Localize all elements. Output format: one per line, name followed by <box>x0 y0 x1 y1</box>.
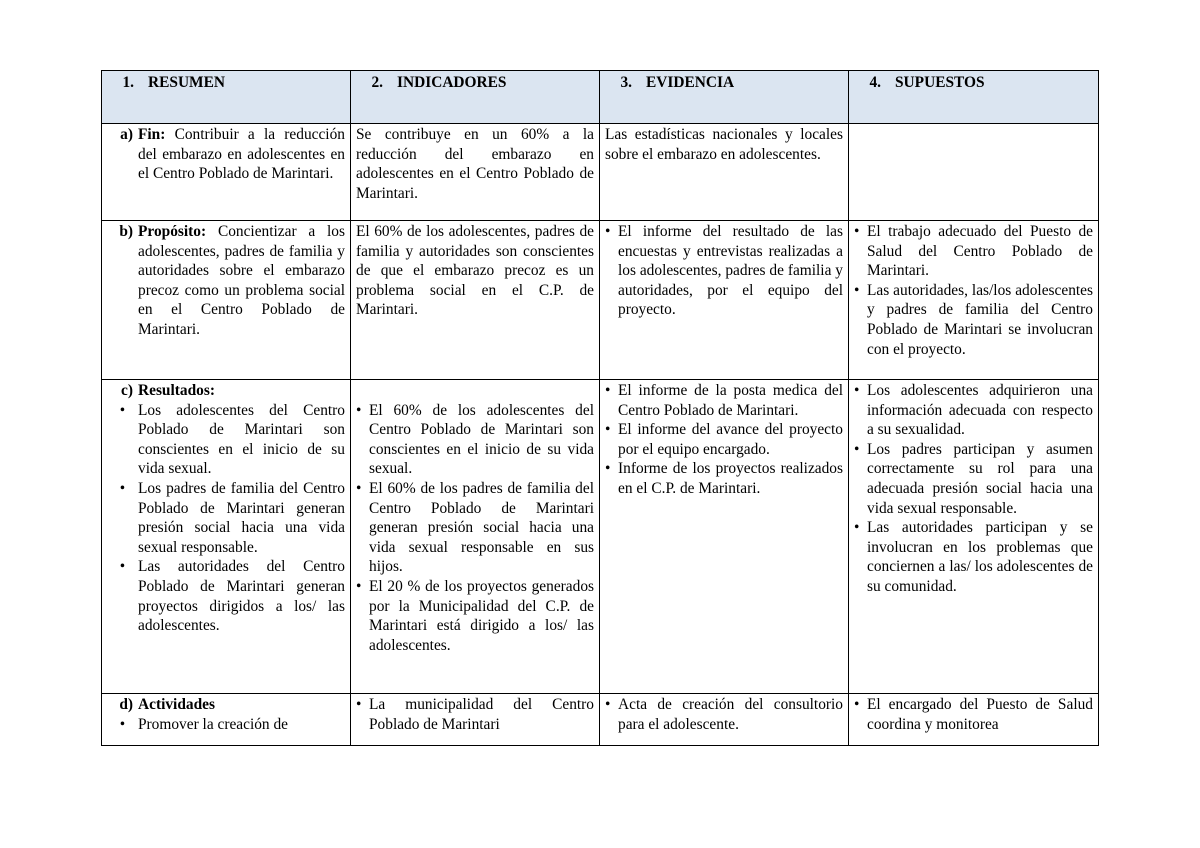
section-letter: a) <box>120 126 133 143</box>
bullet-icon: • <box>605 382 611 399</box>
cell-supuesto-fin <box>849 124 1099 221</box>
cell-resumen-fin <box>102 124 351 221</box>
cell-indicador-proposito: El 60% de los adolescentes, padres de familia y autoridades son conscientes de que el embarazo precoz es un problema social en el C.P. de Marintari. <box>351 221 600 380</box>
list-item: • El informe del resultado de las encuestas y entrevistas realizadas a los adolescentes, padres de familia y autoridades, por el equipo del proyecto. <box>605 223 843 319</box>
section-text: Contribuir a la reducción del embarazo en adolescentes en el Centro Poblado de Marintari. <box>138 126 345 183</box>
list-item: • Promover la creación de <box>107 715 345 735</box>
bullet-icon: • <box>119 479 126 497</box>
section-letter: d) <box>119 696 133 713</box>
cell-evidencia-fin: Las estadísticas nacionales y locales sobre el embarazo en adolescentes. <box>600 124 849 221</box>
cell-supuesto-resultados <box>849 380 1099 694</box>
bullet-icon: • <box>356 479 362 497</box>
list-item: • Los padres de familia del Centro Poblado de Marintari generan presión social hacia una vida sexual responsable. <box>107 479 345 557</box>
bullet-icon: • <box>854 223 860 240</box>
bullet-icon: • <box>854 519 860 537</box>
list-item: • Informe de los proyectos realizados en el C.P. de Marintari. <box>605 460 843 497</box>
cell-indicador-resultados <box>351 380 600 694</box>
logical-framework-table <box>101 70 1099 746</box>
list-item: • El 20 % de los proyectos generados por la Municipalidad del C.P. de Marintari está dirigido a los/ las adolescentes. <box>356 577 594 654</box>
bullet-icon: • <box>854 281 860 299</box>
table-row-actividades <box>102 694 1099 746</box>
bullet-icon: • <box>356 696 362 713</box>
cell-evidencia-actividades <box>600 694 849 746</box>
section-label: Resultados: <box>138 382 215 399</box>
cell-supuesto-actividades <box>849 694 1099 746</box>
bullet-icon: • <box>854 696 860 713</box>
list-item: • El 60% de los padres de familia del Centro Poblado de Marintari generan presión social hacia una vida sexual responsable en sus hijos. <box>356 479 594 576</box>
list-item: • El trabajo adecuado del Puesto de Salud del Centro Poblado de Marintari. <box>854 223 1093 280</box>
header-title: SUPUESTOS <box>895 74 985 91</box>
bullet-icon: • <box>605 696 611 713</box>
list-item: • Los padres participan y asumen correctamente su rol para una adecuada presión social hacia una vida sexual responsable. <box>854 440 1093 517</box>
table-row-fin <box>102 124 1099 221</box>
bullet-icon: • <box>356 401 362 419</box>
list-item: • Las autoridades participan y se involucran en los problemas que conciernen a las/ los adolescentes de su comunidad. <box>854 519 1093 595</box>
list-item: • Las autoridades, las/los adolescentes y padres de familia del Centro Poblado de Marintari se involucran con el proyecto. <box>854 281 1093 358</box>
bullet-icon: • <box>119 401 126 419</box>
cell-resumen-actividades <box>102 694 351 746</box>
list-item: • El 60% de los adolescentes del Centro Poblado de Marintari son conscientes en el inicio de su vida sexual. <box>356 401 594 478</box>
header-cell-resumen: 1. RESUMEN <box>102 71 351 124</box>
list-item: • El encargado del Puesto de Salud coordina y monitorea <box>854 696 1093 733</box>
cell-evidencia-proposito <box>600 221 849 380</box>
header-title: INDICADORES <box>397 74 507 91</box>
bullet-icon: • <box>854 382 860 399</box>
list-item: • Los adolescentes del Centro Poblado de Marintari son conscientes en el inicio de su vida sexual. <box>107 401 345 479</box>
header-title: EVIDENCIA <box>646 74 735 91</box>
list-item: • Las autoridades del Centro Poblado de Marintari generan proyectos dirigidos a los/ las adolescentes. <box>107 557 345 635</box>
section-text: Concientizar a los adolescentes, padres de familia y autoridades sobre el embarazo precoz como un problema social en el Centro Poblado de Marintari. <box>138 223 345 338</box>
section-label: Propósito: <box>138 223 207 240</box>
section-letter: c) <box>121 382 133 399</box>
list-item: • El informe de la posta medica del Centro Poblado de Marintari. <box>605 382 843 419</box>
table-row-proposito <box>102 221 1099 380</box>
table-row-resultados <box>102 380 1099 694</box>
section-label: Actividades <box>138 696 215 713</box>
header-title: RESUMEN <box>148 74 225 91</box>
list-item: • El informe del avance del proyecto por el equipo encargado. <box>605 421 843 458</box>
bullet-icon: • <box>605 460 611 478</box>
bullet-icon: • <box>356 577 362 595</box>
list-item: • Acta de creación del consultorio para el adolescente. <box>605 696 843 733</box>
cell-indicador-actividades <box>351 694 600 746</box>
header-cell-supuestos: 4. SUPUESTOS <box>849 71 1099 124</box>
cell-evidencia-resultados <box>600 380 849 694</box>
bullet-icon: • <box>119 558 126 576</box>
header-cell-evidencia: 3. EVIDENCIA <box>600 71 849 124</box>
bullet-icon: • <box>854 440 860 458</box>
list-item: • La municipalidad del Centro Poblado de Marintari <box>356 696 594 733</box>
bullet-icon: • <box>605 223 611 240</box>
bullet-icon: • <box>605 421 611 439</box>
cell-resumen-proposito <box>102 221 351 380</box>
section-label: Fin: <box>138 126 166 143</box>
list-item: • Los adolescentes adquirieron una información adecuada con respecto a su sexualidad. <box>854 382 1093 439</box>
cell-supuesto-proposito <box>849 221 1099 380</box>
cell-indicador-fin: Se contribuye en un 60% a la reducción del embarazo en adolescentes en el Centro Poblado de Marintari. <box>351 124 600 221</box>
header-row <box>102 71 1099 124</box>
header-cell-indicadores: 2. INDICADORES <box>351 71 600 124</box>
cell-resumen-resultados <box>102 380 351 694</box>
section-letter: b) <box>119 223 133 240</box>
bullet-icon: • <box>119 715 126 733</box>
